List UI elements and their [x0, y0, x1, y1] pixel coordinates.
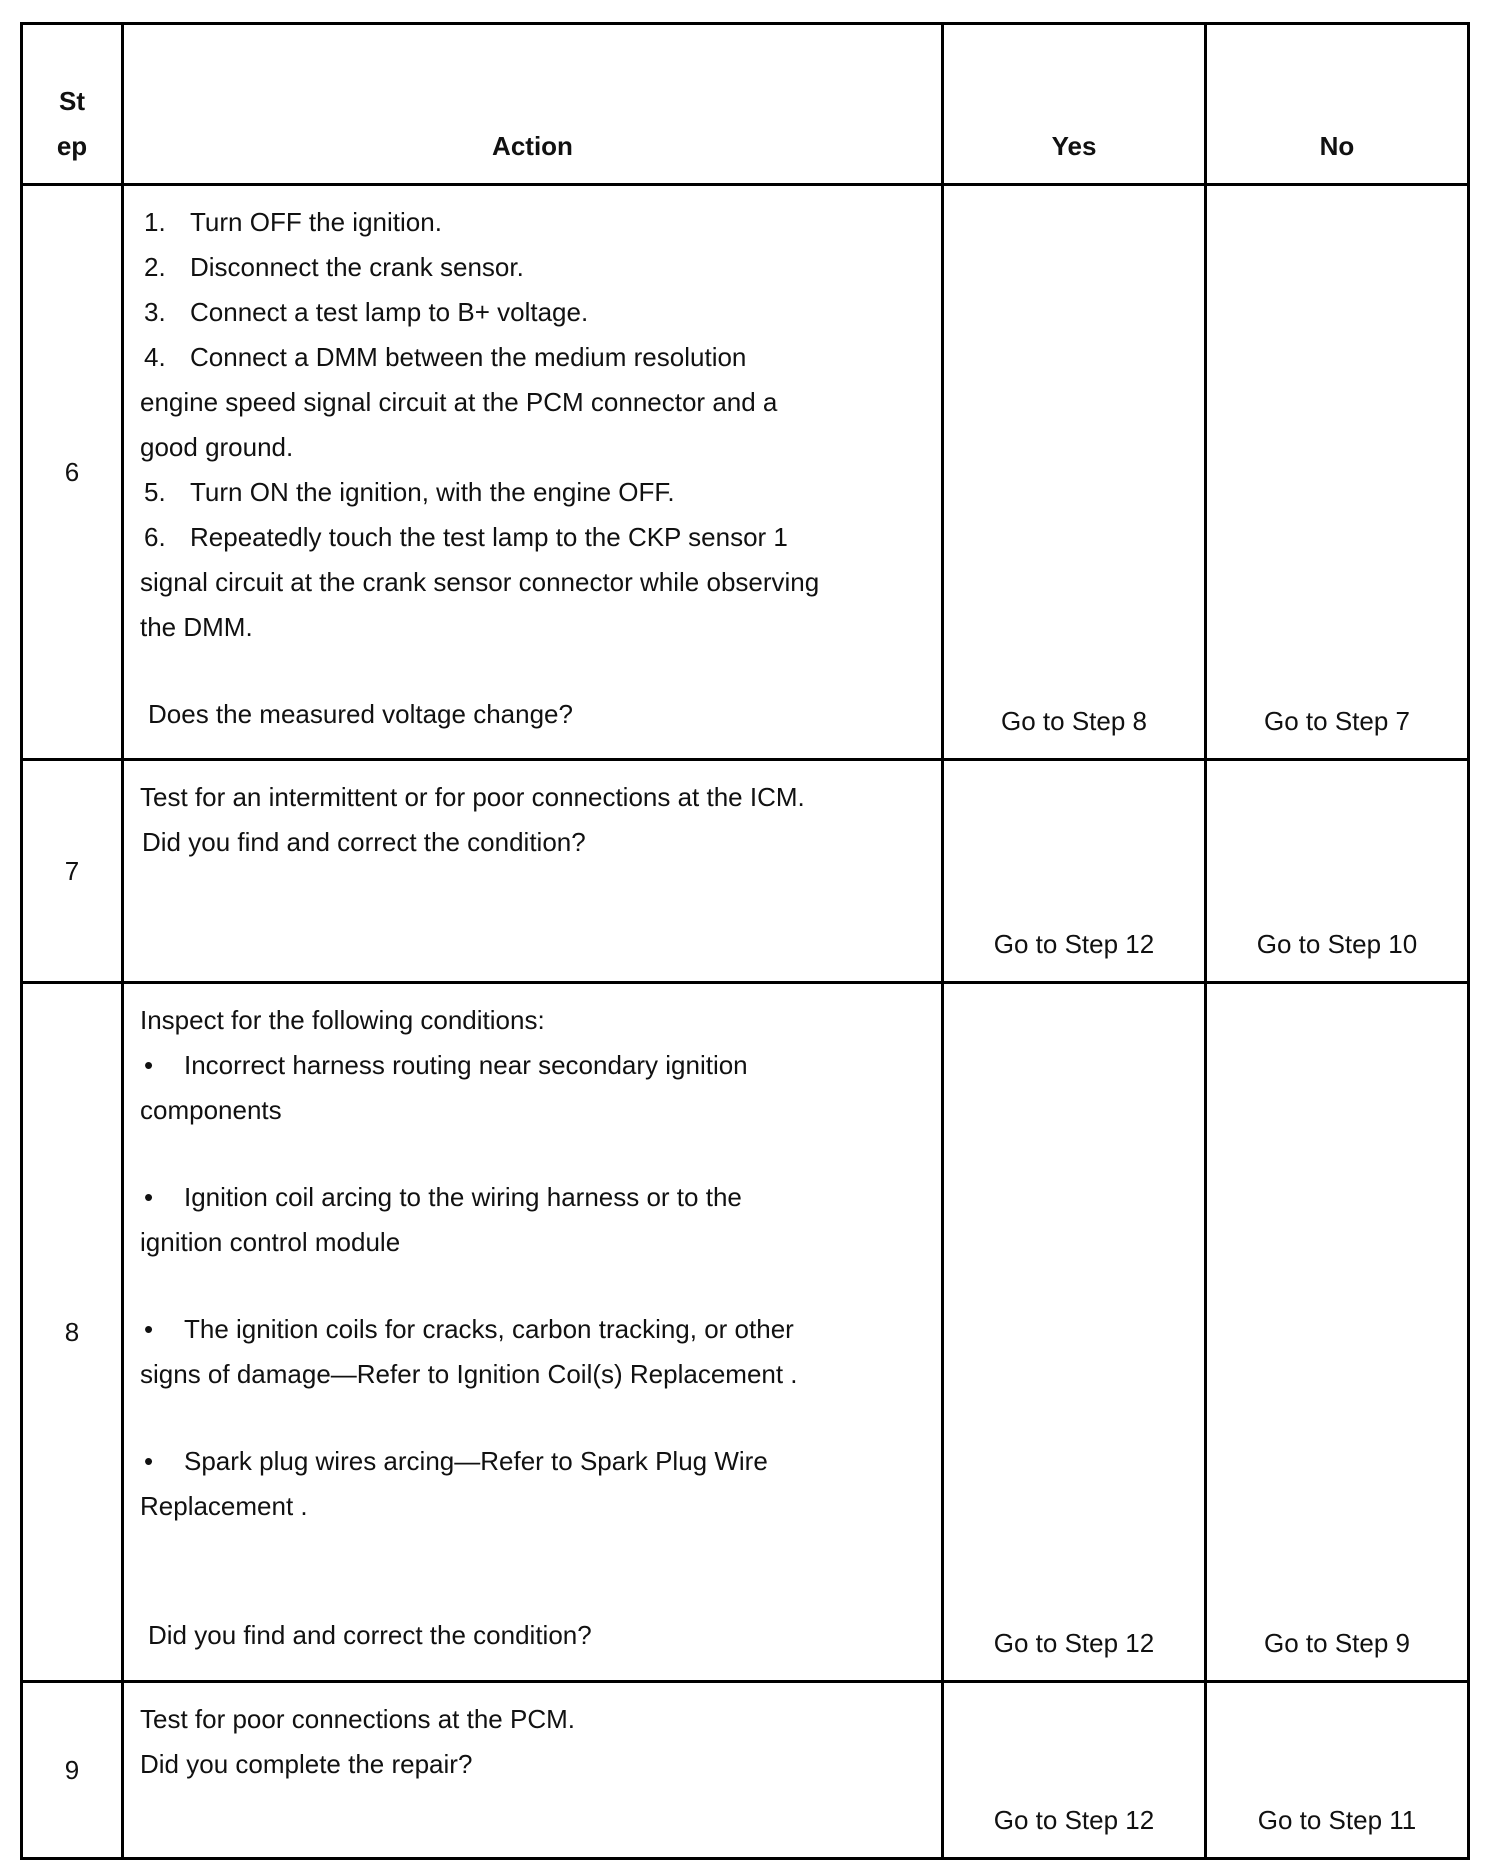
bullet-icon: •: [144, 1446, 154, 1476]
list-number: 2.: [144, 252, 166, 282]
spacer: [140, 1529, 931, 1613]
list-item: [140, 515, 931, 560]
list-text: Repeatedly touch the test lamp to the CKP sensor 1: [190, 522, 788, 552]
list-item: [140, 470, 931, 515]
list-number: 1.: [144, 207, 166, 237]
question-text: Does the measured voltage change?: [148, 699, 573, 729]
bullet-item: [140, 1307, 931, 1352]
list-text: Turn ON the ignition, with the engine OFF.: [190, 477, 675, 507]
diagnostic-table: [20, 22, 1470, 1860]
bullet-text: Spark plug wires arcing—Refer to Spark Plug Wire: [184, 1446, 768, 1476]
list-item: [140, 290, 931, 335]
bullet-text-continued: signs of damage—Refer to Ignition Coil(s) Replacement .: [140, 1359, 798, 1389]
list-text-continued: the DMM.: [140, 612, 253, 642]
list-number: 4.: [144, 342, 166, 372]
bullet-item: [140, 1175, 931, 1220]
yes-cell: Go to Step 12: [943, 983, 1206, 1682]
action-cell: [123, 185, 943, 760]
action-cell: [123, 1682, 943, 1859]
step-number: 8: [22, 983, 123, 1682]
inspect-intro: Inspect for the following conditions:: [140, 1005, 545, 1035]
list-text-continued: signal circuit at the crank sensor connector while observing: [140, 567, 820, 597]
bullet-icon: •: [144, 1050, 154, 1080]
no-cell: Go to Step 10: [1206, 760, 1469, 983]
bullet-item: [140, 1439, 931, 1484]
spacer: [140, 1397, 931, 1439]
action-text: Test for an intermittent or for poor connections at the ICM.: [140, 782, 805, 812]
step-number: 6: [22, 185, 123, 760]
bullet-item: [140, 1043, 931, 1088]
header-no: No: [1206, 24, 1469, 185]
spacer: [140, 650, 931, 692]
bullet-text-continued: Replacement .: [140, 1491, 308, 1521]
spacer: [140, 1133, 931, 1175]
list-item: [140, 335, 931, 380]
question-text: Did you complete the repair?: [140, 1749, 473, 1779]
question-text: Did you find and correct the condition?: [142, 827, 586, 857]
list-item: [140, 245, 931, 290]
list-number: 3.: [144, 297, 166, 327]
no-cell: Go to Step 7: [1206, 185, 1469, 760]
bullet-text-continued: ignition control module: [140, 1227, 401, 1257]
yes-cell: Go to Step 12: [943, 760, 1206, 983]
list-text-continued: good ground.: [140, 432, 294, 462]
header-step-line2: ep: [56, 131, 88, 161]
list-text: Connect a test lamp to B+ voltage.: [190, 297, 589, 327]
table-row-step-6: [22, 185, 1469, 760]
header-step-line1: St: [59, 86, 85, 116]
bullet-text-continued: components: [140, 1095, 282, 1125]
header-row: [22, 24, 1469, 185]
yes-cell: Go to Step 12: [943, 1682, 1206, 1859]
question-text: Did you find and correct the condition?: [148, 1620, 592, 1650]
step-number: 7: [22, 760, 123, 983]
list-number: 5.: [144, 477, 166, 507]
list-number: 6.: [144, 522, 166, 552]
spacer: [140, 1265, 931, 1307]
bullet-icon: •: [144, 1182, 154, 1212]
bullet-text: The ignition coils for cracks, carbon tracking, or other: [184, 1314, 794, 1344]
header-action: Action: [123, 24, 943, 185]
action-cell: [123, 983, 943, 1682]
list-item: [140, 200, 931, 245]
table-row-step-7: [22, 760, 1469, 983]
no-cell: Go to Step 11: [1206, 1682, 1469, 1859]
bullet-icon: •: [144, 1314, 154, 1344]
bullet-text: Ignition coil arcing to the wiring harness or to the: [184, 1182, 742, 1212]
bullet-text: Incorrect harness routing near secondary ignition: [184, 1050, 748, 1080]
step-number: 9: [22, 1682, 123, 1859]
list-text: Connect a DMM between the medium resolution: [190, 342, 747, 372]
table-row-step-8: [22, 983, 1469, 1682]
header-step: [22, 24, 123, 185]
no-cell: Go to Step 9: [1206, 983, 1469, 1682]
list-text: Turn OFF the ignition.: [190, 207, 442, 237]
action-cell: [123, 760, 943, 983]
table-row-step-9: [22, 1682, 1469, 1859]
action-text: Test for poor connections at the PCM.: [140, 1704, 575, 1734]
list-text-continued: engine speed signal circuit at the PCM connector and a: [140, 387, 778, 417]
list-text: Disconnect the crank sensor.: [190, 252, 524, 282]
yes-cell: Go to Step 8: [943, 185, 1206, 760]
header-yes: Yes: [943, 24, 1206, 185]
